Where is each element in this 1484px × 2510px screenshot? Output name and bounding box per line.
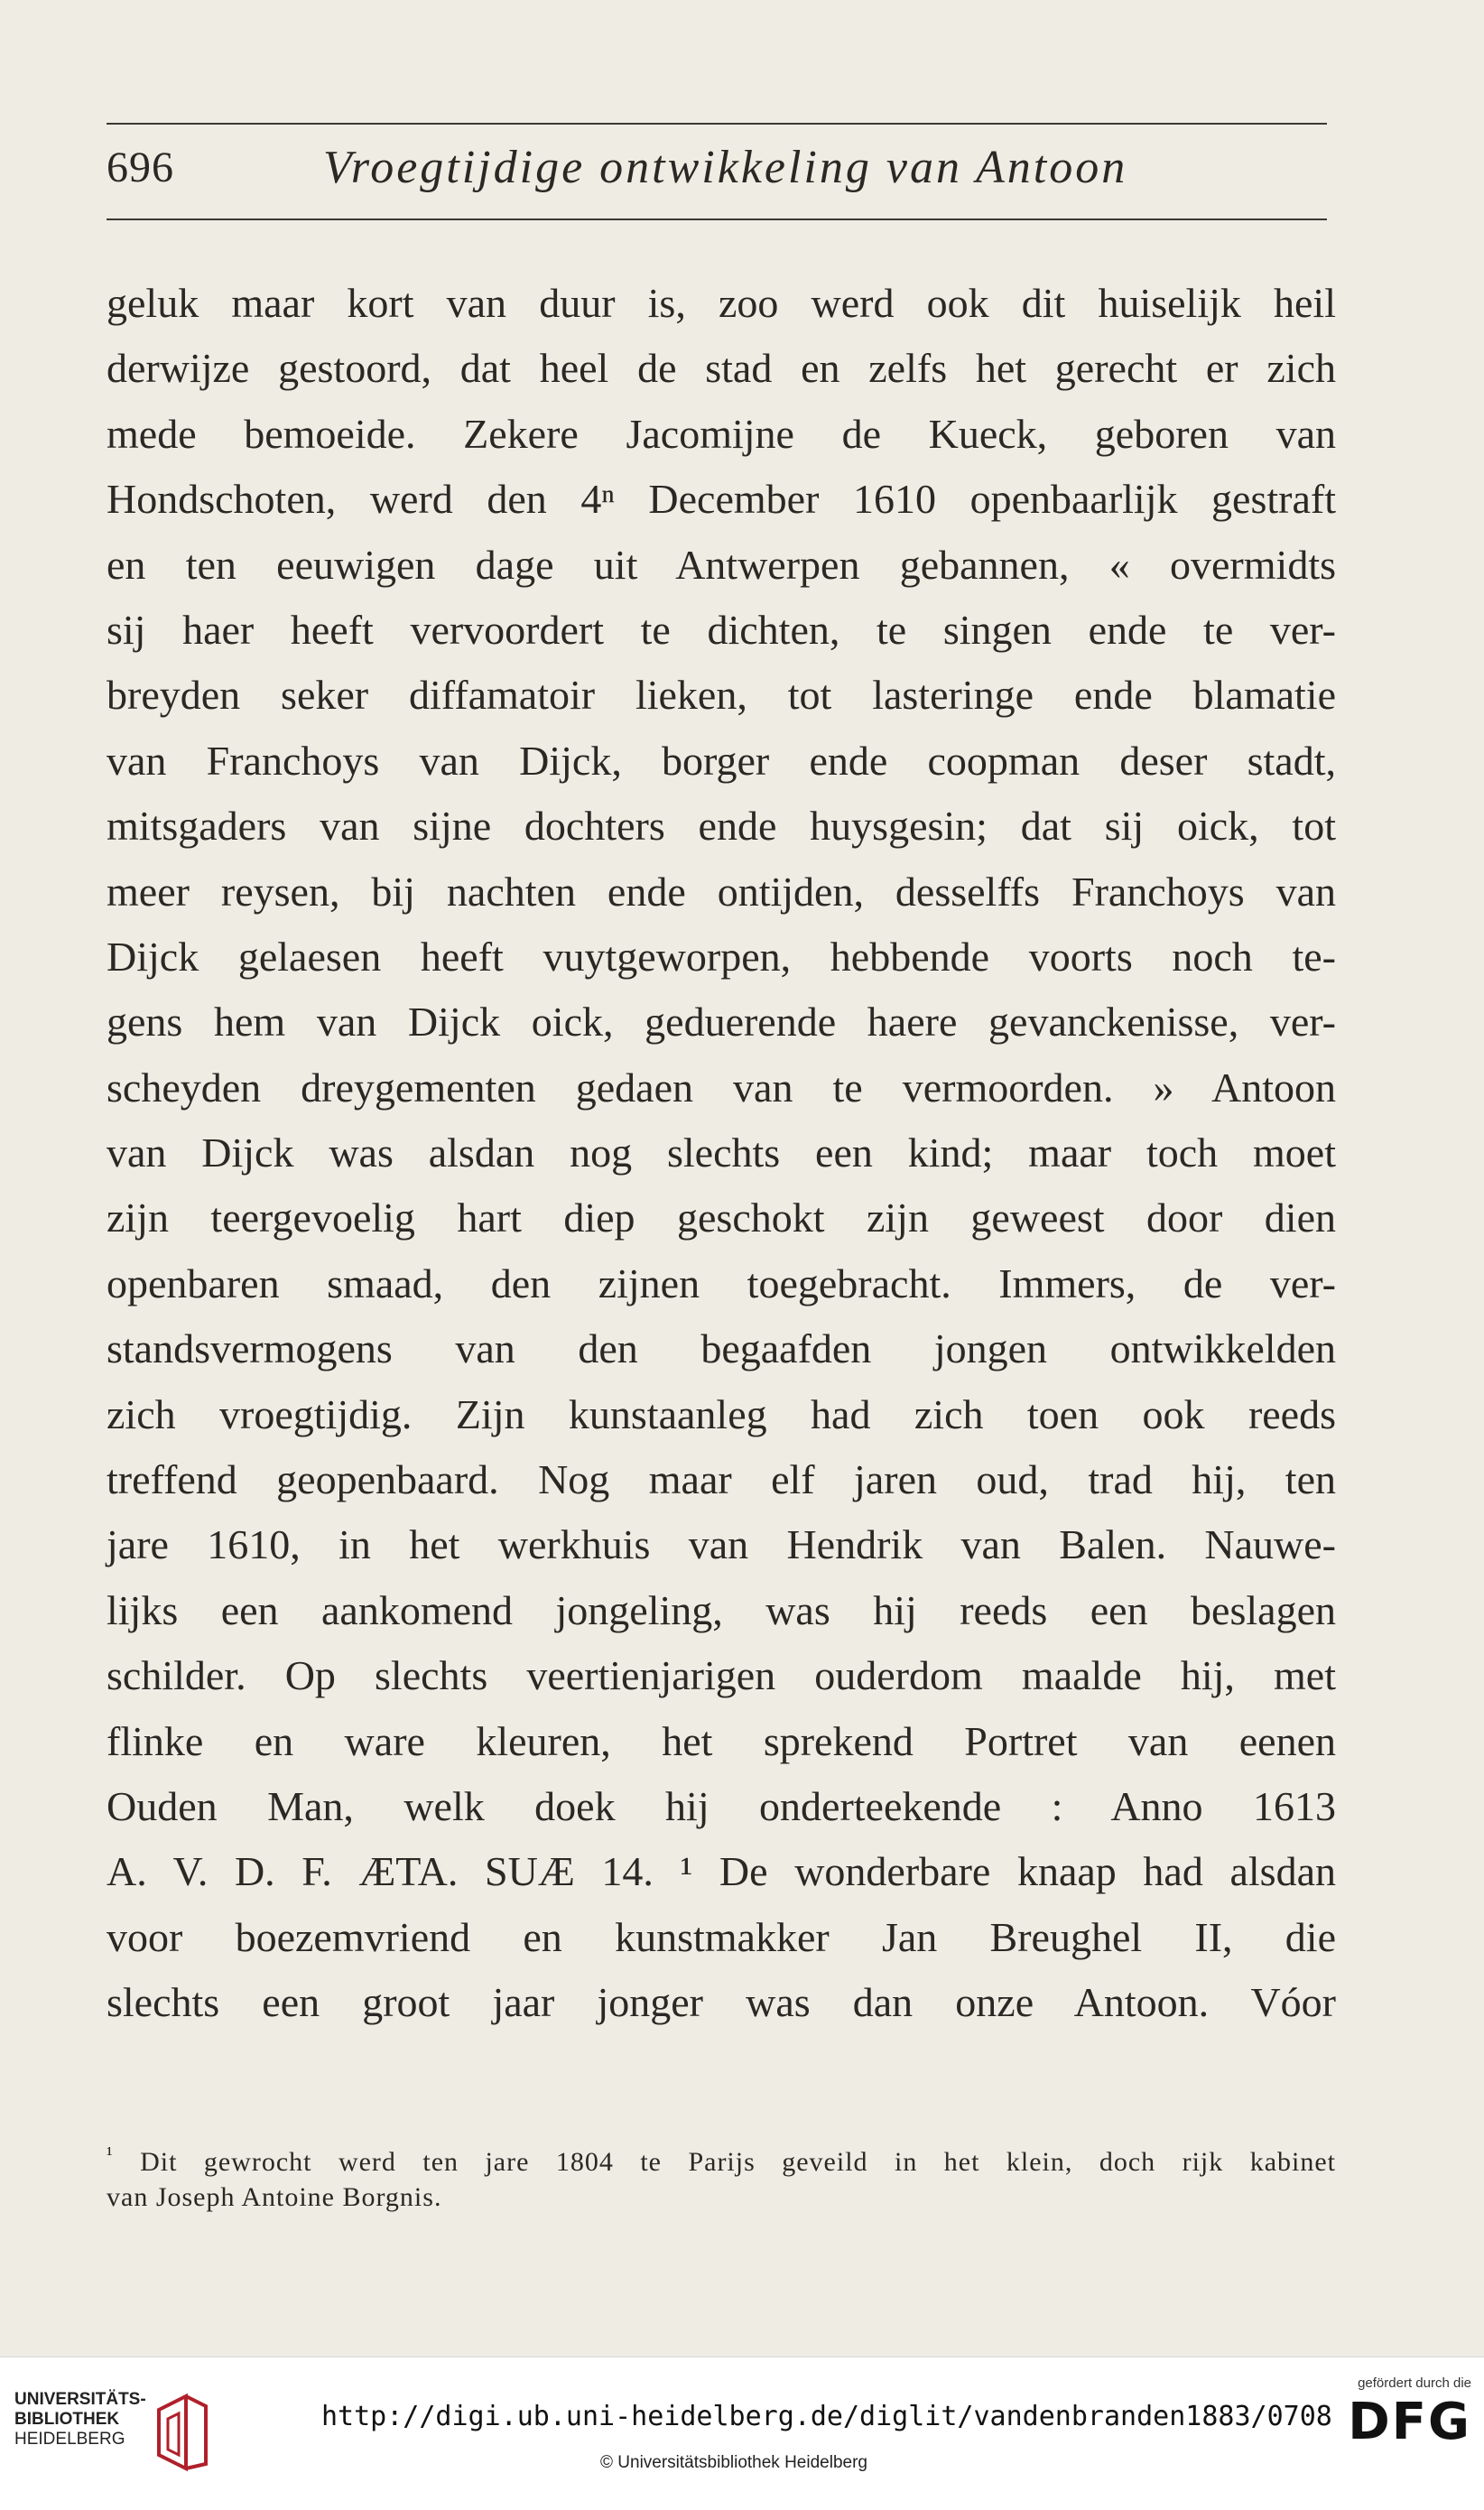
library-name-line1: UNIVERSITÄTS- [14,2390,146,2409]
header-bottom-rule [107,218,1327,220]
footnote-line [107,2133,1336,2176]
text-line: scheyden dreygementen gedaen van te vermoorden. » Antoon [107,1064,1336,1111]
footnote-text: Dit gewrocht werd ten jare 1804 te Parijs geveild in het klein, doch rijk kabinet [140,2147,1337,2177]
text-line: flinke en ware kleuren, het sprekend Portret van eenen [107,1717,1336,1764]
footnote-marker: ¹ [107,2143,114,2165]
page-number: 696 [107,144,174,191]
copyright-notice: © Universitätsbibliothek Heidelberg [600,2453,867,2472]
text-line: standsvermogens van den begaafden jongen ontwikkelden [107,1325,1336,1372]
footnote-line: van Joseph Antoine Borgnis. [107,2182,442,2212]
text-line: geluk maar kort van duur is, zoo werd ook dit huiselijk heil [107,280,1336,326]
text-line: en ten eeuwigen dage uit Antwerpen gebannen, « overmidts [107,541,1336,588]
text-line: treffend geopenbaard. Nog maar elf jaren oud, trad hij, ten [107,1456,1336,1503]
text-line: Dijck gelaesen heeft vuytgeworpen, hebbende voorts noch te- [107,933,1336,980]
text-line: gens hem van Dijck oick, geduerende haere gevanckenisse, ver- [107,999,1336,1046]
footnote [107,2133,1336,2219]
text-line: Hondschoten, werd den 4ⁿ December 1610 openbaarlijk gestraft [107,476,1336,523]
text-line: mede bemoeide. Zekere Jacomijne de Kueck, geboren van [107,410,1336,457]
page-header [107,135,1327,208]
text-line: mitsgaders van sijne dochters ende huysgesin; dat sij oick, tot [107,803,1336,850]
text-line: schilder. Op slechts veertienjarigen ouderdom maalde hij, met [107,1652,1336,1699]
dfg-funding[interactable] [1300,2375,1471,2454]
funded-by-text: gefördert durch die [1358,2375,1471,2391]
text-line: derwijze gestoord, dat heel de stad en zelfs het gerecht er zich [107,345,1336,392]
text-line: meer reysen, bij nachten ende ontijden, desselffs Franchoys van [107,868,1336,915]
dfg-logo: DFG [1348,2393,1471,2451]
text-line: van Franchoys van Dijck, borger ende coopman deser stadt, [107,737,1336,784]
text-line: lijks een aankomend jongeling, was hij reeds een beslagen [107,1586,1336,1633]
permalink-url[interactable]: http://digi.ub.uni-heidelberg.de/diglit/vandenbranden1883/0708 [321,2401,1332,2432]
library-emblem-icon [150,2392,213,2473]
text-line: jare 1610, in het werkhuis van Hendrik van Balen. Nauwe- [107,1521,1336,1568]
text-line: Ouden Man, welk doek hij onderteekende : Anno 1613 [107,1782,1336,1829]
text-line: breyden seker diffamatoir lieken, tot lasteringe ende blamatie [107,672,1336,719]
text-line: voor boezemvriend en kunstmakker Jan Breughel II, die [107,1913,1336,1960]
digitization-footer [0,2357,1484,2510]
text-line: sij haer heeft vervoordert te dichten, te singen ende te ver- [107,606,1336,653]
running-title: Vroegtijdige ontwikkeling van Antoon [323,142,1128,193]
library-logo[interactable] [14,2390,213,2489]
text-line: zijn teergevoelig hart diep geschokt zijn geweest door dien [107,1195,1336,1241]
text-line: A. V. D. F. ÆTA. SUÆ 14. ¹ De wonderbare knaap had alsdan [107,1848,1336,1895]
header-top-rule [107,123,1327,125]
library-name-line3: HEIDELBERG [14,2430,125,2449]
body-text [107,271,1336,2036]
text-line: zich vroegtijdig. Zijn kunstaanleg had zich toen ook reeds [107,1390,1336,1437]
library-name-line2: BIBLIOTHEK [14,2410,120,2429]
text-line: openbaren smaad, den zijnen toegebracht. Immers, de ver- [107,1260,1336,1306]
text-line: van Dijck was alsdan nog slechts een kind; maar toch moet [107,1130,1336,1176]
text-line: slechts een groot jaar jonger was dan onze Antoon. Vóor [107,1979,1336,2026]
